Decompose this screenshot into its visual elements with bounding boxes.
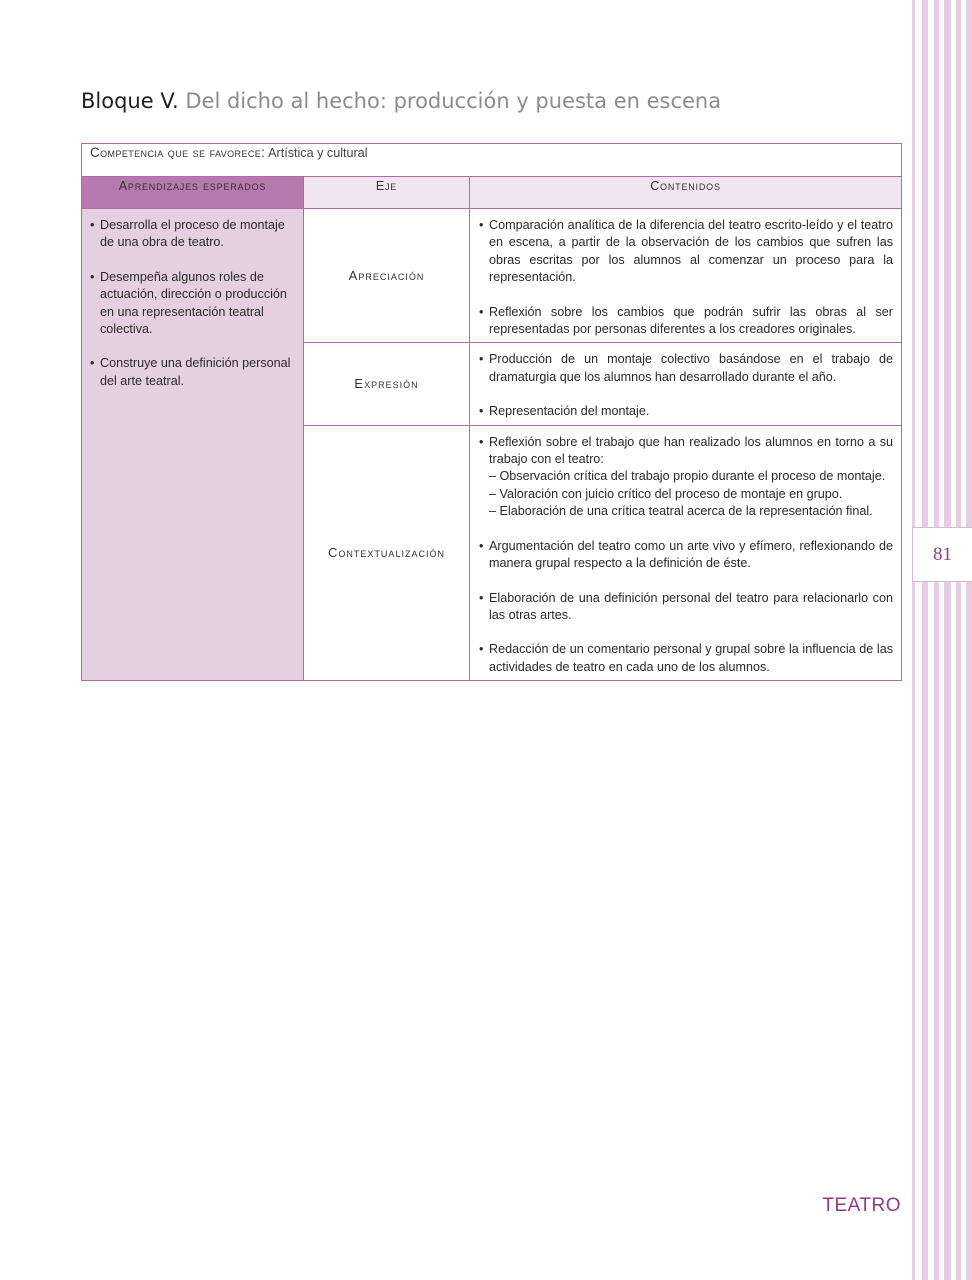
list-item: • Desempeña algunos roles de actuación, dirección o producción en una representación teatral colectiva. <box>90 269 297 339</box>
competencia-label: Competencia que se favorece: <box>90 145 266 160</box>
page-number: 81 <box>933 543 952 565</box>
sub-item: – Elaboración de una crítica teatral acerca de la representación final. <box>489 504 873 519</box>
aprendizajes-list <box>90 217 297 390</box>
list-item: • Redacción de un comentario personal y grupal sobre la influencia de las actividades de teatro en cada uno de los alumnos. <box>479 641 893 676</box>
contenidos-list <box>479 351 893 420</box>
page-number-tab <box>912 527 972 582</box>
list-item: • Producción de un montaje colectivo basándose en el trabajo de dramaturgia que los alumnos han desarrollado durante el año. <box>479 351 893 386</box>
eje-apreciacion: Apreciación <box>304 209 470 343</box>
row-apreciacion <box>82 209 902 343</box>
header-row <box>82 177 902 209</box>
list-item-text: Reflexión sobre el trabajo que han realizado los alumnos en torno a su trabajo con el teatro: <box>489 434 893 467</box>
contenidos-list <box>479 217 893 338</box>
program-table <box>81 143 902 681</box>
header-contenidos: Contenidos <box>470 177 902 209</box>
list-item: • Representación del montaje. <box>479 403 893 420</box>
stripe <box>912 0 915 1280</box>
stripe <box>944 0 951 1280</box>
title-block-name: Del dicho al hecho: producción y puesta en escena <box>185 89 722 113</box>
stripe <box>934 0 939 1280</box>
sub-item: – Valoración con juicio crítico del proceso de montaje en grupo. <box>489 486 843 501</box>
contenidos-list <box>479 434 893 676</box>
competencia-row <box>82 144 902 177</box>
list-item: • Comparación analítica de la diferencia del teatro escrito-leído y el teatro en escena, a partir de la observación de los cambios que sufren las obras escritas por los alumnos al comenzar un proceso para la representación. <box>479 217 893 287</box>
sub-item: – Observación crítica del trabajo propio durante el proceso de montaje. <box>489 469 886 484</box>
stripe <box>966 0 972 1280</box>
list-item: • Construye una definición personal del arte teatral. <box>90 355 297 390</box>
eje-contextualizacion: Contextualización <box>304 425 470 680</box>
list-item: • Desarrolla el proceso de montaje de una obra de teatro. <box>90 217 297 252</box>
contenidos-expresion <box>470 343 902 425</box>
page-title <box>81 89 721 113</box>
stripe <box>922 0 928 1280</box>
list-item: • Reflexión sobre los cambios que podrán sufrir las obras al ser representadas por personas diferentes a los creadores originales. <box>479 304 893 339</box>
list-item: • Argumentación del teatro como un arte vivo y efímero, reflexionando de manera grupal respecto a la definición de éste. <box>479 538 893 573</box>
aprendizajes-cell <box>82 209 304 681</box>
footer-subject: TEATRO <box>822 1195 901 1216</box>
stripe <box>956 0 961 1280</box>
competencia-value: Artística y cultural <box>268 146 368 160</box>
competencia-cell <box>82 144 902 177</box>
list-item: • Elaboración de una definición personal del teatro para relacionarlo con las otras artes. <box>479 590 893 625</box>
header-eje: Eje <box>304 177 470 209</box>
contenidos-contextualizacion <box>470 425 902 680</box>
list-item <box>479 434 893 521</box>
title-block-label: Bloque V. <box>81 89 179 113</box>
header-aprendizajes: Aprendizajes esperados <box>82 177 304 209</box>
decorative-stripes <box>912 0 972 1280</box>
eje-expresion: Expresión <box>304 343 470 425</box>
contenidos-apreciacion <box>470 209 902 343</box>
